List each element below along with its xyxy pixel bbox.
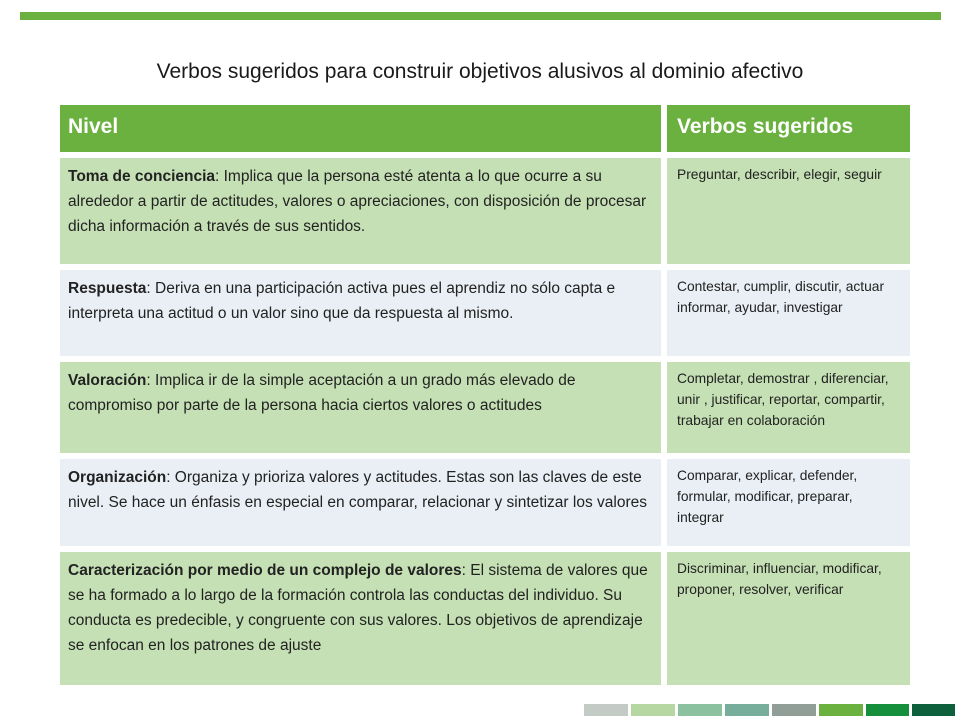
footer-swatch <box>678 704 722 716</box>
verbs-cell <box>667 552 910 685</box>
slide-title: Verbos sugeridos para construir objetivos alusivos al dominio afectivo <box>156 60 804 83</box>
level-cell <box>60 158 661 264</box>
verbs-cell <box>667 362 910 453</box>
verbs-list: Preguntar, describir, elegir, seguir <box>677 167 882 182</box>
table-header-row <box>60 105 910 152</box>
level-cell <box>60 270 661 356</box>
footer-swatch <box>866 704 909 716</box>
verbs-list: Completar, demostrar , diferenciar, unir , justificar, reportar, compartir, trabajar en colaboración <box>677 371 889 428</box>
level-description: : Organiza y prioriza valores y actitudes. Estas son las claves de este nivel. Se hace un énfasis en especial en comparar, relacionar y sintetizar los valores <box>68 469 647 511</box>
footer-swatch <box>772 704 816 716</box>
footer-swatch <box>631 704 675 716</box>
verbs-list: Discriminar, influenciar, modificar, proponer, resolver, verificar <box>677 561 882 597</box>
footer-swatch <box>912 704 955 716</box>
level-description: : Implica que la persona esté atenta a lo que ocurre a su alrededor a partir de actitudes, valores o apreciaciones, con disposición de procesar dicha información a través de sus sentidos. <box>68 168 647 235</box>
level-description: : El sistema de valores que se ha formado a lo largo de la formación controla las conductas del individuo. Su conducta es predecible, y congruente con sus valores. Los objetivos de aprendizaje se enfocan en los patrones de ajuste <box>68 562 648 654</box>
table-row <box>60 552 910 685</box>
level-term: Organización <box>68 469 167 486</box>
level-term: Toma de conciencia <box>68 168 216 185</box>
verbs-list: Contestar, cumplir, discutir, actuar informar, ayudar, investigar <box>677 279 885 315</box>
header-verbs: Verbos sugeridos <box>667 105 910 152</box>
header-level: Nivel <box>60 105 661 152</box>
table-row <box>60 158 910 264</box>
footer-swatch <box>819 704 863 716</box>
verbs-cell <box>667 158 910 264</box>
level-description: : Implica ir de la simple aceptación a un grado más elevado de compromiso por parte de la persona hacia ciertos valores o actitudes <box>68 372 576 414</box>
verbs-cell <box>667 270 910 356</box>
table-row <box>60 362 910 453</box>
footer-swatch <box>725 704 769 716</box>
level-cell <box>60 552 661 685</box>
level-term: Valoración <box>68 372 147 389</box>
footer-swatch <box>584 704 628 716</box>
table-row <box>60 270 910 356</box>
level-description: : Deriva en una participación activa pues el aprendiz no sólo capta e interpreta una actitud o un valor sino que da respuesta al mismo. <box>68 280 616 322</box>
level-cell <box>60 362 661 453</box>
verbs-list: Comparar, explicar, defender, formular, modificar, preparar, integrar <box>677 468 858 525</box>
table-row <box>60 459 910 546</box>
level-cell <box>60 459 661 546</box>
top-accent-bar <box>20 12 941 20</box>
verbs-cell <box>667 459 910 546</box>
level-term: Respuesta <box>68 280 147 297</box>
level-term: Caracterización por medio de un complejo de valores <box>68 562 462 579</box>
